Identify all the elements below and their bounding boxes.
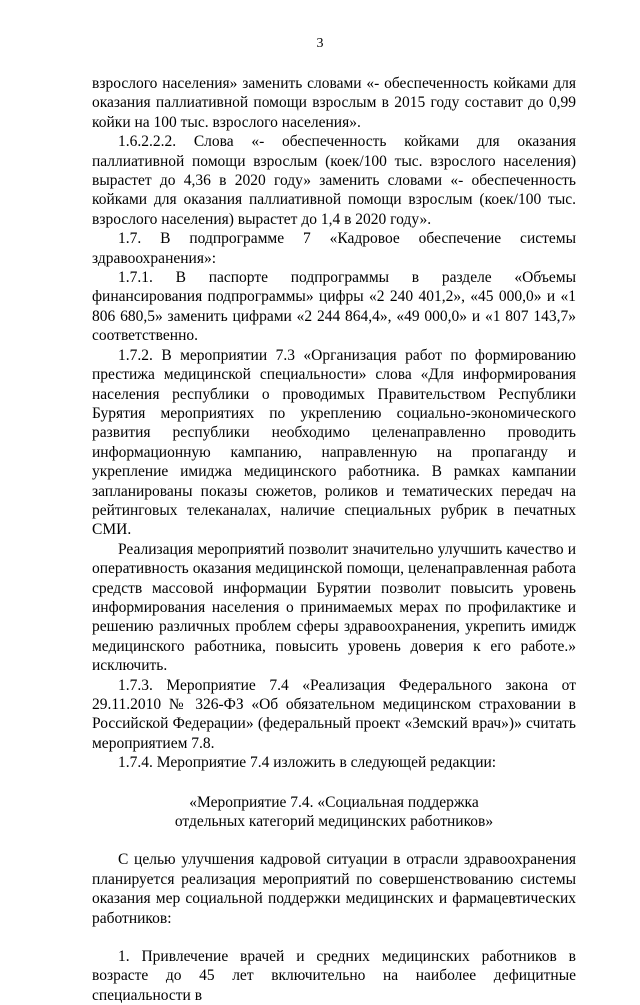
paragraph-9: С целью улучшения кадровой ситуации в отрасли здравоохранения планируется реализация мероприятий по совершенствованию системы оказания мер социальной поддержки медицинских и фармацевтических работников:	[92, 851, 576, 927]
page-number: 3	[316, 36, 324, 51]
paragraph-1: взрослого населения» заменить словами «- обеспеченность койками для оказания паллиативной помощи взрослым в 2015 году составит до 0,99 койки на 100 тыс. взрослого населения».	[92, 75, 576, 131]
paragraph-6: Реализация мероприятий позволит значительно улучшить качество и оперативность оказания медицинской помощи, целенаправленная работа средств массовой информации Бурятии позволит повысить уровень информирования населения о принимаемых мерах по профилактике и решению различных проблем сферы здравоохранения, укрепить имидж медицинского работника, повысить уровень доверия к его работе.» исключить.	[92, 540, 576, 675]
paragraph-2: 1.6.2.2.2. Слова «- обеспеченность койками для оказания паллиативной помощи взрослым (коек/100 тыс. взрослого населения) вырастет до 4,36 в 2020 году» заменить словами «- обеспеченность койками для оказания паллиативной помощи взрослым (коек/100 тыс. взрослого населения) вырастет до 1,4 в 2020 году».	[92, 133, 576, 228]
paragraph-10: 1. Привлечение врачей и средних медицинских работников в возрасте до 45 лет включительно на наиболее дефицитные специальности в	[92, 948, 576, 1004]
paragraph-5: 1.7.2. В мероприятии 7.3 «Организация работ по формированию престижа медицинской специальности» слова «Для информирования населения республики о проводимых Правительством Республики Бурятия мероприятиях по укреплению социально-экономического развития республики необходимо целенаправленно проводить информационную кампанию, направленную на пропаганду и укрепление имиджа медицинского работника. В рамках кампании запланированы показы сюжетов, роликов и тематических передач на рейтинговых телеканалах, наличие специальных рубрик в печатных СМИ.	[92, 346, 576, 539]
section-heading-line-2: отдельных категорий медицинских работников»	[174, 813, 494, 831]
paragraph-4: 1.7.1. В паспорте подпрограммы в разделе «Объемы финансирования подпрограммы» цифры «2 240 401,2», «45 000,0» и «1 806 680,5» заменить цифрами «2 244 864,4», «49 000,0» и «1 807 143,7» соответственно.	[92, 269, 576, 345]
paragraph-3: 1.7. В подпрограмме 7 «Кадровое обеспечение системы здравоохранения»:	[92, 230, 576, 267]
paragraph-7: 1.7.3. Мероприятие 7.4 «Реализация Федерального закона от 29.11.2010 № 326-ФЗ «Об обязательном медицинском страховании в Российской Федерации» (федеральный проект «Земский врач»)» считать мероприятием 7.8.	[92, 676, 576, 752]
section-heading-line-1: «Мероприятие 7.4. «Социальная поддержка	[189, 793, 479, 811]
paragraph-8: 1.7.4. Мероприятие 7.4 изложить в следующей редакции:	[118, 754, 497, 772]
document-body	[92, 74, 576, 1005]
